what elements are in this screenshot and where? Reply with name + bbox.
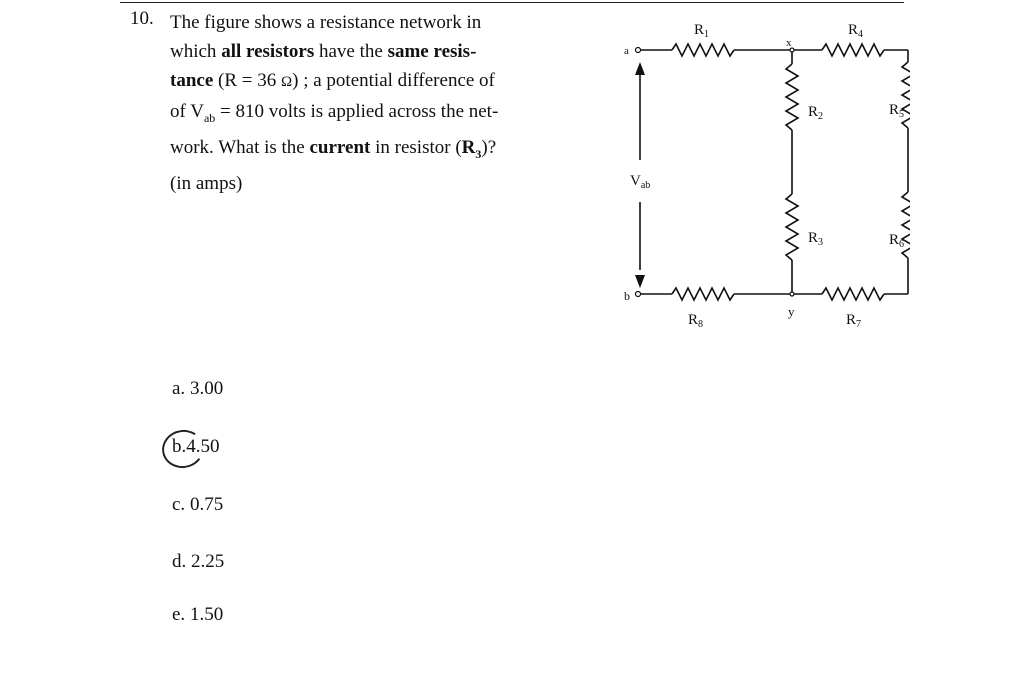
question-line-6: (in amps) bbox=[170, 172, 243, 194]
node-x-label: x bbox=[786, 37, 792, 49]
question-number: 10. bbox=[130, 8, 154, 29]
resistor-r1-label: $R_1$ bbox=[694, 22, 710, 40]
vab-label: $V_{ab}$ bbox=[630, 173, 651, 191]
question-text bbox=[170, 8, 570, 198]
choice-d[interactable]: d. 2.25 bbox=[172, 551, 225, 572]
selected-answer-mark: b. bbox=[172, 436, 186, 458]
choice-a[interactable]: a. 3.00 bbox=[172, 378, 224, 399]
node-y-label: y bbox=[788, 304, 795, 319]
resistor-r8-zigzag bbox=[672, 288, 734, 300]
resistor-r2-zigzag bbox=[786, 64, 798, 130]
resistor-r4-label: $R_4$ bbox=[848, 22, 864, 40]
resistor-r2-label: $R_2$ bbox=[808, 104, 824, 122]
top-rule bbox=[120, 2, 904, 3]
question-line-5: work. What is the current in resistor $(R_3)$? bbox=[170, 136, 497, 161]
question-line-1: The figure shows a resistance network in bbox=[170, 12, 482, 33]
resistor-r5-label: $R_5$ bbox=[888, 102, 904, 120]
resistor-r7-label: $R_7$ bbox=[846, 312, 862, 330]
question-line-4: of $V_{ab} = 810$ volts is applied across the net- bbox=[170, 101, 499, 125]
question-line-3: tance (R = 36 Ω) ; a potential difference of bbox=[170, 70, 495, 91]
resistor-r3-zigzag bbox=[786, 194, 798, 260]
resistor-r4-zigzag bbox=[822, 44, 884, 56]
resistor-r3-label: $R_3$ bbox=[808, 230, 824, 248]
resistor-r7-zigzag bbox=[822, 288, 884, 300]
choice-e[interactable]: e. 1.50 bbox=[172, 604, 224, 625]
resistor-r8-label: $R_8$ bbox=[688, 312, 704, 330]
question-line-2: which all resistors have the same resis- bbox=[170, 41, 477, 62]
choice-b[interactable]: b.4.50 bbox=[172, 436, 220, 458]
node-b-label: b bbox=[624, 289, 630, 303]
resistor-r6-label: $R_6$ bbox=[888, 232, 904, 250]
resistor-r1-zigzag bbox=[672, 44, 734, 56]
node-a-label: a bbox=[624, 45, 629, 57]
resistance-network-diagram bbox=[610, 12, 910, 332]
choice-c[interactable]: c. 0.75 bbox=[172, 494, 224, 515]
